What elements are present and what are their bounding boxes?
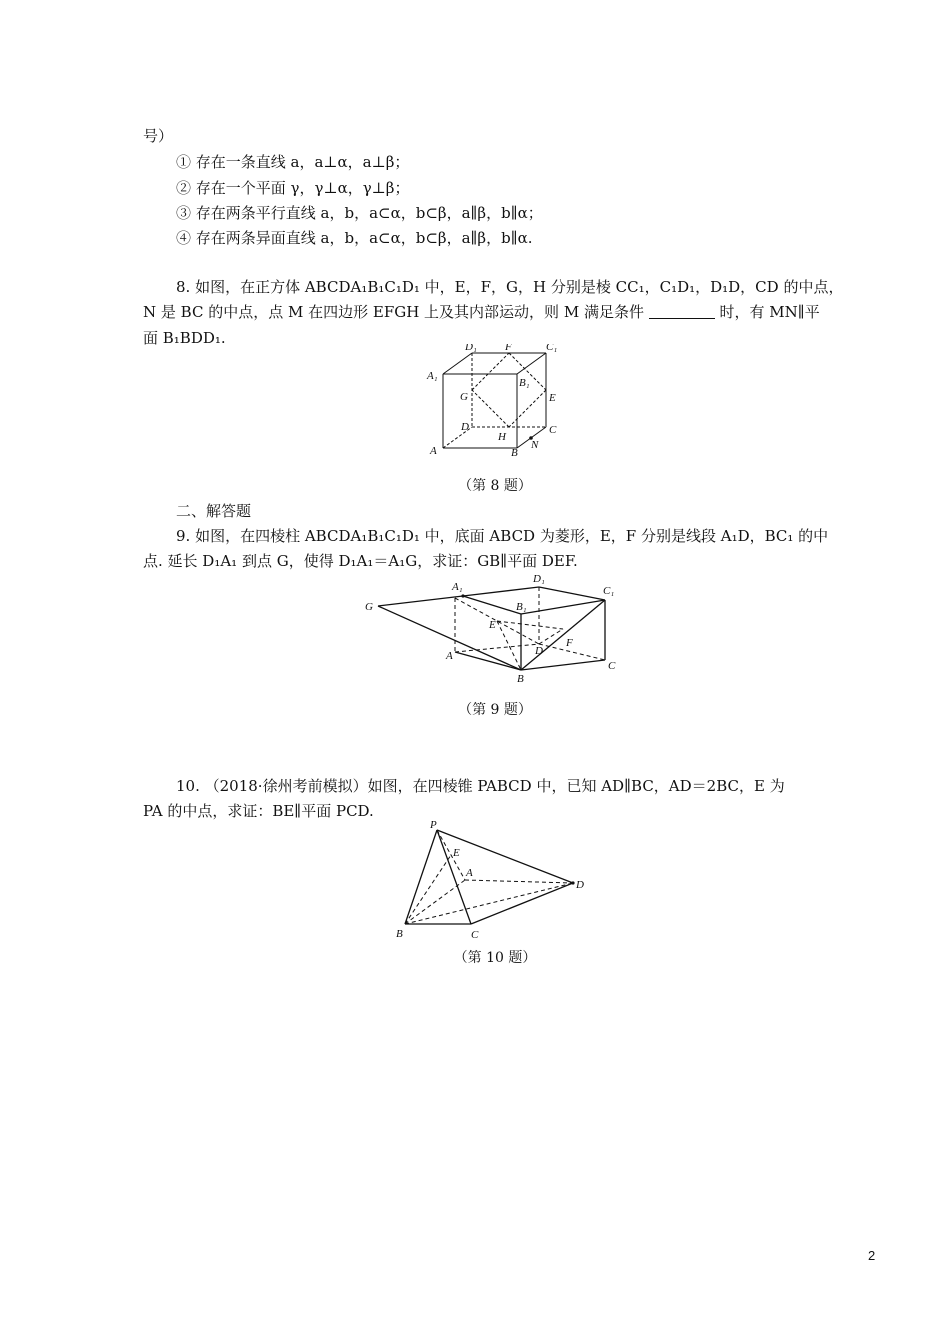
label-G: G <box>460 391 468 403</box>
label-P: P <box>430 819 437 831</box>
label-D1: D₁ <box>465 344 477 353</box>
answer-blank[interactable] <box>649 304 715 319</box>
label-C: C <box>608 660 616 672</box>
q8-caption: （第 8 题） <box>458 478 532 494</box>
label-C: C <box>471 929 479 940</box>
label-H: H <box>498 431 506 443</box>
label-E: E <box>453 847 460 859</box>
q9-line2: 点. 延长 D₁A₁ 到点 G，使得 D₁A₁＝A₁G，求证：GB∥平面 DEF. <box>143 552 578 570</box>
q8-line3: 面 B₁BDD₁. <box>143 329 226 347</box>
label-C1: C₁ <box>546 344 558 353</box>
q9-line1: 9. 如图，在四棱柱 ABCDA₁B₁C₁D₁ 中，底面 ABCD 为菱形，E，F 分别是线段 A₁D，BC₁ 的中 <box>176 527 829 545</box>
label-N: N <box>531 439 539 451</box>
q8-line2 <box>143 302 820 322</box>
label-B1: B₁ <box>519 377 530 389</box>
q9-prism-figure <box>363 572 623 684</box>
label-A: A <box>466 867 473 879</box>
label-B: B <box>396 928 403 940</box>
section-heading: 二、解答题 <box>176 502 252 520</box>
label-F: F <box>566 637 573 649</box>
line-continuation: 号） <box>143 127 174 145</box>
label-D: D <box>535 645 543 657</box>
q8-line2-tail: 时，有 MN∥平 <box>719 303 820 321</box>
label-A1: A₁ <box>427 370 438 382</box>
q10-line1: 10. （2018·徐州考前模拟）如图，在四棱锥 PABCD 中，已知 AD∥BC，AD＝2BC，E 为 <box>176 777 785 795</box>
label-B: B <box>517 673 524 684</box>
label-A1: A₁ <box>452 581 463 593</box>
label-E: E <box>489 619 496 631</box>
label-B1: B₁ <box>516 601 527 613</box>
label-D1: D₁ <box>533 573 545 585</box>
q10-line2: PA 的中点，求证：BE∥平面 PCD. <box>143 802 374 820</box>
page-number: 2 <box>868 1248 876 1263</box>
label-C: C <box>549 424 557 436</box>
label-F: F <box>505 344 512 353</box>
q8-line2-text: N 是 BC 的中点，点 M 在四边形 EFGH 上及其内部运动，则 M 满足条件 <box>143 303 644 321</box>
q8-cube-figure <box>425 344 565 456</box>
label-D: D <box>576 879 584 891</box>
label-G: G <box>365 601 373 613</box>
label-E: E <box>549 392 556 404</box>
q10-pyramid-figure <box>393 818 593 940</box>
label-A: A <box>446 650 453 662</box>
label-B: B <box>511 447 518 456</box>
q8-line1: 8. 如图，在正方体 ABCDA₁B₁C₁D₁ 中，E，F，G，H 分别是棱 CC₁，C₁D₁，D₁D，CD 的中点， <box>176 278 844 296</box>
option-3: ③ 存在两条平行直线 a，b，a⊂α，b⊂β，a∥β，b∥α； <box>176 204 543 222</box>
option-4: ④ 存在两条异面直线 a，b，a⊂α，b⊂β，a∥β，b∥α. <box>176 229 533 247</box>
label-D: D <box>461 421 469 433</box>
q9-caption: （第 9 题） <box>458 702 532 718</box>
label-A: A <box>430 445 437 456</box>
option-1: ① 存在一条直线 a，a⊥α，a⊥β； <box>176 153 410 171</box>
label-C1: C₁ <box>603 585 615 597</box>
q10-caption: （第 10 题） <box>453 950 537 966</box>
option-2: ② 存在一个平面 γ，γ⊥α，γ⊥β； <box>176 179 410 197</box>
